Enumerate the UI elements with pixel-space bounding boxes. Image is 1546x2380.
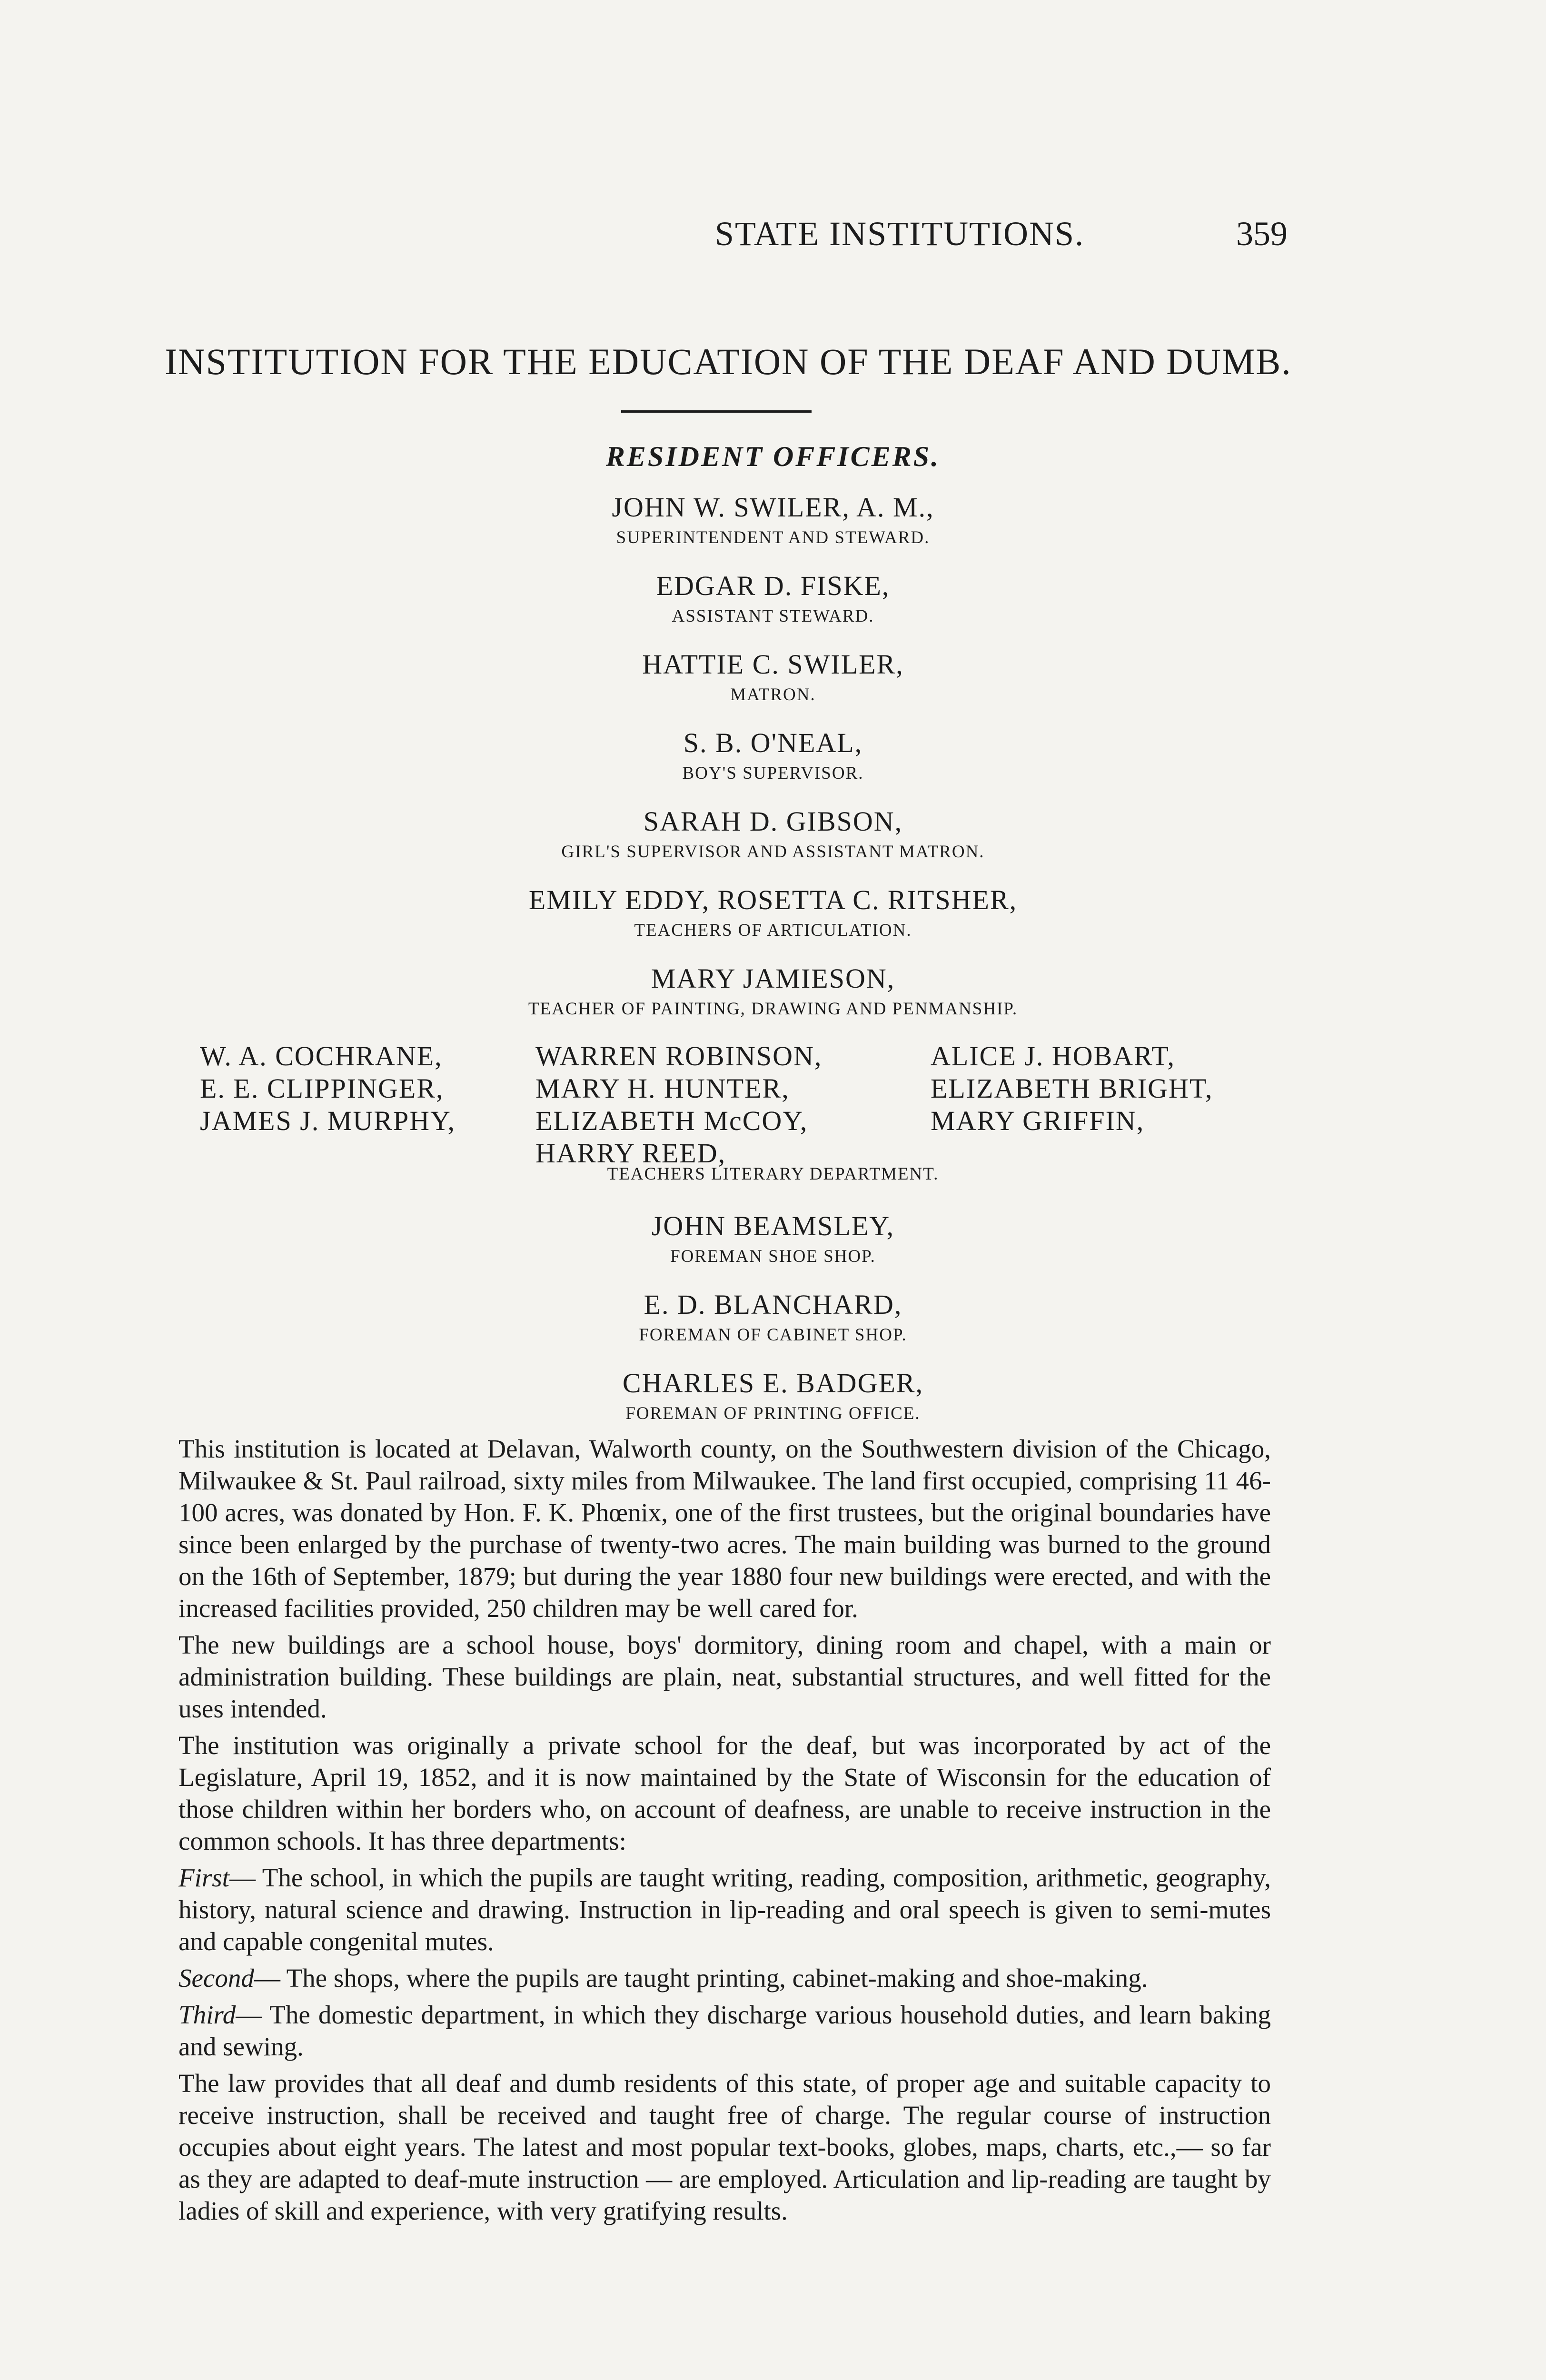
officer-role: ASSISTANT STEWARD. (672, 606, 874, 626)
officer-name: SARAH D. GIBSON, (643, 806, 903, 837)
foreman-entry (0, 1288, 1546, 1349)
title-rule (621, 410, 812, 413)
paragraph-label: First (178, 1863, 229, 1892)
foreman-entry (0, 1366, 1546, 1427)
paragraph (178, 1962, 1271, 1994)
foreman-role: FOREMAN OF PRINTING OFFICE. (625, 1404, 921, 1423)
officer-role: SUPERINTENDENT AND STEWARD. (616, 528, 930, 547)
officer-role: TEACHER OF PAINTING, DRAWING AND PENMANSHIP. (528, 999, 1018, 1019)
paragraph-text: — The shops, where the pupils are taught printing, cabinet-making and shoe-making. (254, 1964, 1148, 1993)
paragraph: This institution is located at Delavan, Walworth county, on the Southwestern division of the Chicago, Milwaukee & St. Paul railroad, sixty miles from Milwaukee. The land first occupied, comprising 11 46-100 acres, was donated by Hon. F. K. Phœnix, one of the first trustees, but the original boundaries have since been enlarged by the purchase of twenty-two acres. The main building was burned to the ground on the 16th of September, 1879; but during the year 1880 four new buildings were erected, and with the increased facilities provided, 250 children may be well cared for. (178, 1434, 1271, 1623)
document-title: INSTITUTION FOR THE EDUCATION OF THE DEAF AND DUMB. (165, 341, 1292, 382)
officer-entry (0, 726, 1546, 787)
paragraph: The institution was originally a private school for the deaf, but was incorporated by act of the Legislature, April 19, 1852, and it is now maintained by the State of Wisconsin for the education of those children within her borders who, on account of deafness, are unable to receive instruction in the common schools. It has three departments: (178, 1731, 1271, 1855)
officer-entry (0, 962, 1546, 1022)
teacher-name: JAMES J. MURPHY, (200, 1105, 456, 1136)
paragraph-text: — The school, in which the pupils are taught writing, reading, composition, arithmetic, geography, history, natural science and drawing. Instruction in lip-reading and oral speech is given to semi-mutes and capable congenital mutes. (178, 1863, 1271, 1956)
teacher-name: ALICE J. HOBART, (931, 1041, 1175, 1071)
officer-entry (0, 883, 1546, 944)
teacher-name: MARY H. HUNTER, (535, 1073, 790, 1104)
officer-role: GIRL'S SUPERVISOR AND ASSISTANT MATRON. (561, 842, 985, 862)
literary-teachers-col1 (200, 1040, 456, 1137)
officer-name: JOHN W. SWILER, A. M., (612, 492, 934, 523)
paragraph (178, 1862, 1271, 1957)
paragraph: The new buildings are a school house, boys' dormitory, dining room and chapel, with a main or administration building. These buildings are plain, neat, substantial structures, and well fitted for the uses intended. (178, 1630, 1271, 1723)
teacher-name: HARRY REED, (535, 1138, 726, 1169)
officer-entry (0, 569, 1546, 630)
officer-role: MATRON. (730, 685, 816, 704)
foreman-name: JOHN BEAMSLEY, (651, 1210, 895, 1241)
officer-entry (0, 490, 1546, 551)
paragraph-label: Second (178, 1964, 254, 1993)
paragraph: The law provides that all deaf and dumb residents of this state, of proper age and suitable capacity to receive instruction, shall be received and taught free of charge. The regular course of instruction occupies about eight years. The latest and most popular text-books, globes, maps, charts, etc.,— so far as they are adapted to deaf-mute instruction — are employed. Articulation and lip-reading are taught by ladies of skill and experience, with very gratifying results. (178, 2069, 1271, 2225)
officer-name: MARY JAMIESON, (651, 963, 895, 994)
teacher-name: ELIZABETH BRIGHT, (931, 1073, 1213, 1104)
officer-entry (0, 647, 1546, 708)
teacher-name: MARY GRIFFIN, (931, 1105, 1145, 1136)
foreman-role: FOREMAN OF CABINET SHOP. (639, 1325, 907, 1345)
section-heading: RESIDENT OFFICERS. (605, 441, 941, 472)
literary-teachers-col3 (931, 1040, 1213, 1137)
foreman-entry (0, 1209, 1546, 1270)
paragraph (178, 1999, 1271, 2063)
officer-role: TEACHERS OF ARTICULATION. (634, 921, 912, 940)
teacher-name: ELIZABETH McCOY, (535, 1105, 808, 1136)
officer-role: BOY'S SUPERVISOR. (682, 764, 864, 783)
teacher-name: W. A. COCHRANE, (200, 1041, 443, 1071)
paragraph-text: — The domestic department, in which they discharge various household duties, and learn baking and sewing. (178, 2000, 1271, 2061)
officer-name: S. B. O'NEAL, (683, 727, 863, 758)
officer-name: HATTIE C. SWILER, (642, 649, 904, 680)
literary-teachers-col2 (535, 1040, 822, 1170)
officer-name: EMILY EDDY, ROSETTA C. RITSHER, (528, 884, 1018, 915)
literary-teachers-role: TEACHERS LITERARY DEPARTMENT. (607, 1164, 939, 1184)
foreman-role: FOREMAN SHOE SHOP. (670, 1247, 876, 1266)
paragraph-label: Third (178, 2000, 236, 2029)
teacher-name: WARREN ROBINSON, (535, 1041, 823, 1071)
officer-name: EDGAR D. FISKE, (656, 570, 890, 601)
page-number: 359 (1236, 215, 1288, 253)
foreman-name: E. D. BLANCHARD, (644, 1289, 902, 1320)
officer-entry (0, 804, 1546, 865)
running-head: STATE INSTITUTIONS. (714, 215, 1085, 253)
teacher-name: E. E. CLIPPINGER, (200, 1073, 444, 1104)
body-text (178, 1433, 1271, 2231)
foreman-name: CHARLES E. BADGER, (622, 1368, 924, 1398)
